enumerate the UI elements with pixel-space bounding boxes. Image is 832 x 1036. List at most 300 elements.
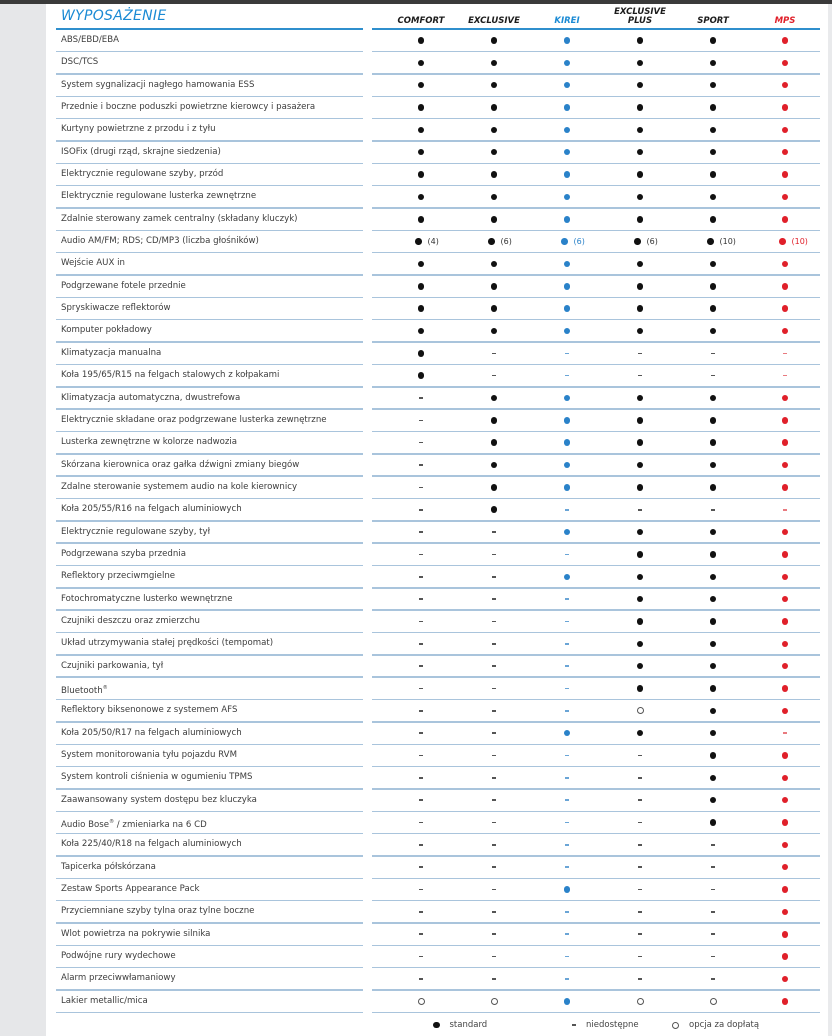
- cell-mps: [755, 834, 815, 855]
- cell-kirei: [561, 231, 621, 252]
- table-row: [46, 186, 828, 208]
- standard-dot-icon: [491, 194, 498, 201]
- feature-label: Tapicerka półskórzana: [61, 861, 156, 872]
- feature-label: Czujniki parkowania, tył: [61, 660, 164, 671]
- cell-exclusive: [464, 834, 524, 855]
- cell-kirei: [537, 857, 597, 878]
- feature-label: ABS/EBD/EBA: [61, 35, 120, 45]
- table-row: [46, 790, 828, 812]
- cell-mps: [755, 924, 815, 945]
- cell-exclusive-plus: [610, 298, 670, 319]
- cell-mps: [779, 231, 832, 252]
- unavailable-dash-icon: [565, 956, 569, 958]
- standard-dot-icon: [418, 194, 425, 201]
- cell-kirei: [537, 388, 597, 409]
- cell-comfort: [391, 901, 451, 922]
- unavailable-dash-icon: [638, 866, 642, 868]
- cell-sport: [683, 968, 743, 989]
- cell-mps: [755, 164, 815, 185]
- cell-exclusive-plus: [610, 700, 670, 721]
- table-row: [46, 119, 828, 141]
- unavailable-dash-icon: [638, 799, 642, 801]
- cell-mps: [755, 566, 815, 587]
- table-row: [46, 745, 828, 767]
- cell-kirei: [537, 879, 597, 900]
- unavailable-dash-icon: [783, 732, 787, 734]
- unavailable-dash-icon: [638, 509, 642, 511]
- cell-sport: [683, 812, 743, 833]
- cell-exclusive-plus: [610, 164, 670, 185]
- table-row: [46, 97, 828, 119]
- cell-exclusive: [464, 30, 524, 51]
- cell-kirei: [537, 812, 597, 833]
- cell-mps: [755, 522, 815, 543]
- standard-dot-icon: [782, 261, 789, 268]
- unavailable-dash-icon: [565, 598, 569, 600]
- table-row: [46, 343, 828, 365]
- cell-kirei: [537, 589, 597, 610]
- standard-dot-icon: [782, 395, 789, 402]
- cell-exclusive-plus: [610, 790, 670, 811]
- cell-mps: [755, 968, 815, 989]
- unavailable-dash-icon: [492, 956, 496, 958]
- feature-label: Alarm przeciwwłamaniowy: [61, 973, 176, 984]
- cell-exclusive-plus: [610, 365, 670, 386]
- unavailable-dash-icon: [492, 643, 496, 645]
- unavailable-dash-icon: [419, 777, 423, 779]
- cell-exclusive-plus: [610, 477, 670, 498]
- standard-dot-icon: [782, 752, 789, 759]
- cell-sport: [707, 231, 767, 252]
- unavailable-dash-icon: [419, 397, 423, 399]
- cell-sport: [683, 455, 743, 476]
- cell-sport: [683, 767, 743, 788]
- cell-sport: [683, 432, 743, 453]
- column-header-label: MPS: [774, 16, 796, 26]
- cell-comfort: [391, 700, 451, 721]
- feature-label: ISOFix (drugi rząd, skrajne siedzenia): [61, 146, 221, 157]
- cell-comfort: [391, 477, 451, 498]
- cell-kirei: [537, 723, 597, 744]
- standard-dot-icon: [782, 708, 789, 715]
- cell-mps: [755, 186, 815, 207]
- standard-dot-icon: [491, 506, 498, 513]
- standard-dot-icon: [710, 685, 717, 692]
- standard-dot-icon: [564, 462, 571, 469]
- cell-sport: [683, 388, 743, 409]
- standard-dot-icon: [782, 998, 789, 1005]
- unavailable-dash-icon: [492, 353, 496, 355]
- unavailable-dash-icon: [783, 509, 787, 511]
- standard-dot-icon: [710, 641, 717, 648]
- unavailable-dash-icon: [492, 911, 496, 913]
- unavailable-dash-icon: [565, 777, 569, 779]
- standard-dot-icon: [564, 37, 571, 44]
- cell-comfort: [391, 365, 451, 386]
- standard-dot-icon: [418, 60, 425, 67]
- table-row: [46, 767, 828, 789]
- standard-dot-icon: [491, 328, 498, 335]
- feature-label: Koła 195/65/R15 na felgach stalowych z kołpakami: [61, 370, 280, 381]
- standard-dot-icon: [637, 529, 644, 536]
- standard-dot-icon: [564, 149, 571, 156]
- standard-dot-icon: [564, 395, 571, 402]
- cell-comfort: [391, 186, 451, 207]
- unavailable-dash-icon: [565, 755, 569, 757]
- standard-dot-icon: [782, 909, 789, 916]
- standard-dot-icon: [637, 194, 644, 201]
- cell-exclusive: [464, 142, 524, 163]
- cell-exclusive-plus: [610, 343, 670, 364]
- standard-dot-icon: [782, 60, 789, 67]
- feature-label: System monitorowania tyłu pojazdu RVM: [61, 750, 237, 760]
- standard-dot-icon: [782, 864, 789, 871]
- cell-mps: [755, 611, 815, 632]
- column-header-label: PLUS: [627, 16, 653, 26]
- standard-dot-icon: [710, 775, 717, 782]
- standard-dot-icon: [637, 618, 644, 625]
- legend-optional-label: opcja za dopłatą: [689, 1020, 760, 1030]
- feature-label: Lakier metallic/mica: [61, 995, 148, 1006]
- standard-dot-icon: [782, 842, 789, 849]
- cell-exclusive: [464, 253, 524, 274]
- cell-sport: [683, 656, 743, 677]
- table-row: [46, 164, 828, 186]
- feature-label: Spryskiwacze reflektorów: [61, 303, 171, 314]
- cell-exclusive: [464, 723, 524, 744]
- standard-dot-icon: [782, 439, 789, 446]
- cell-exclusive-plus: [610, 30, 670, 51]
- feature-label: Kurtyny powietrzne z przodu i z tyłu: [61, 124, 216, 135]
- cell-exclusive: [464, 566, 524, 587]
- cell-exclusive: [464, 97, 524, 118]
- table-row: [46, 432, 828, 454]
- cell-comfort: [391, 410, 451, 431]
- optional-circle-icon: [637, 707, 644, 714]
- cell-kirei: [537, 790, 597, 811]
- cell-exclusive-plus: [610, 253, 670, 274]
- unavailable-dash-icon: [492, 598, 496, 600]
- cell-comfort: [391, 97, 451, 118]
- cell-exclusive: [464, 52, 524, 73]
- standard-dot-icon: [782, 104, 789, 111]
- cell-exclusive: [464, 633, 524, 654]
- feature-label: Koła 205/55/R16 na felgach aluminiowych: [61, 504, 242, 515]
- cell-exclusive-plus: [610, 924, 670, 945]
- standard-dot-icon: [710, 708, 717, 715]
- cell-sport: [683, 678, 743, 699]
- cell-kirei: [537, 343, 597, 364]
- standard-dot-icon: [782, 931, 789, 938]
- feature-label: Fotochromatyczne lusterko wewnętrzne: [61, 593, 233, 604]
- cell-comfort: [391, 611, 451, 632]
- page-right-margin: [828, 4, 832, 1036]
- cell-comfort: [391, 544, 451, 565]
- standard-dot-icon: [564, 439, 571, 446]
- cell-exclusive: [464, 968, 524, 989]
- unavailable-dash-icon: [638, 889, 642, 891]
- cell-exclusive-plus: [610, 678, 670, 699]
- cell-exclusive-plus: [610, 834, 670, 855]
- standard-dot-icon: [491, 171, 498, 178]
- table-row: [46, 499, 828, 521]
- cell-mps: [755, 365, 815, 386]
- cell-exclusive-plus: [610, 901, 670, 922]
- table-row: [46, 231, 828, 253]
- feature-label: Audio AM/FM; RDS; CD/MP3 (liczba głośników): [61, 236, 259, 247]
- cell-sport: [683, 946, 743, 967]
- cell-comfort: [391, 320, 451, 341]
- feature-label: Klimatyzacja automatyczna, dwustrefowa: [61, 392, 241, 403]
- cell-comfort: [391, 767, 451, 788]
- feature-label: Reflektory biksenonowe z systemem AFS: [61, 705, 238, 716]
- unavailable-dash-icon: [419, 978, 423, 980]
- standard-dot-icon: [637, 127, 644, 134]
- cell-comfort: [391, 633, 451, 654]
- cell-mps: [755, 790, 815, 811]
- cell-comfort: [391, 745, 451, 766]
- cell-mps: [755, 209, 815, 230]
- standard-dot-icon: [782, 641, 789, 648]
- column-header-mps: [745, 4, 825, 28]
- column-header-kirei: [527, 4, 607, 28]
- unavailable-dash-icon: [492, 531, 496, 533]
- optional-circle-icon: [672, 1022, 679, 1029]
- cell-mps: [755, 723, 815, 744]
- column-header-label: COMFORT: [397, 16, 445, 26]
- feature-label: Koła 205/50/R17 na felgach aluminiowych: [61, 727, 242, 738]
- cell-sport: [683, 75, 743, 96]
- cell-kirei: [537, 432, 597, 453]
- cell-sport: [683, 991, 743, 1012]
- table-row: [46, 946, 828, 968]
- cell-exclusive: [488, 231, 548, 252]
- cell-exclusive-plus: [634, 231, 694, 252]
- legend-unavailable: [572, 1018, 639, 1032]
- cell-kirei: [537, 253, 597, 274]
- standard-dot-icon: [415, 238, 422, 245]
- cell-mps: [755, 499, 815, 520]
- cell-sport: [683, 544, 743, 565]
- standard-dot-icon: [710, 171, 717, 178]
- table-row: [46, 522, 828, 544]
- standard-dot-icon: [418, 149, 425, 156]
- feature-label: Elektrycznie składane oraz podgrzewane lusterka zewnętrzne: [61, 414, 327, 425]
- unavailable-dash-icon: [638, 844, 642, 846]
- standard-dot-icon: [710, 529, 717, 536]
- cell-mps: [755, 432, 815, 453]
- standard-dot-icon: [710, 395, 717, 402]
- cell-sport: [683, 253, 743, 274]
- cell-exclusive: [464, 924, 524, 945]
- standard-dot-icon: [710, 618, 717, 625]
- feature-label: System kontroli ciśnienia w ogumieniu TPMS: [61, 772, 253, 783]
- standard-dot-icon: [491, 417, 498, 424]
- unavailable-dash-icon: [419, 755, 423, 757]
- cell-mps: [755, 388, 815, 409]
- cell-exclusive: [464, 901, 524, 922]
- cell-exclusive-plus: [610, 209, 670, 230]
- unavailable-dash-icon: [565, 643, 569, 645]
- cell-sport: [683, 410, 743, 431]
- standard-dot-icon: [564, 171, 571, 178]
- cell-exclusive: [464, 991, 524, 1012]
- optional-circle-icon: [418, 998, 425, 1005]
- standard-dot-icon: [491, 37, 498, 44]
- unavailable-dash-icon: [419, 576, 423, 578]
- standard-dot-icon: [491, 484, 498, 491]
- standard-dot-icon: [710, 37, 717, 44]
- unavailable-dash-icon: [419, 643, 423, 645]
- cell-exclusive-plus: [610, 946, 670, 967]
- standard-dot-icon: [637, 60, 644, 67]
- speaker-count: (10): [791, 237, 808, 247]
- cell-exclusive-plus: [610, 499, 670, 520]
- cell-comfort: [391, 924, 451, 945]
- cell-exclusive: [464, 119, 524, 140]
- standard-dot-icon: [564, 886, 571, 893]
- cell-mps: [755, 410, 815, 431]
- cell-exclusive-plus: [610, 119, 670, 140]
- cell-kirei: [537, 276, 597, 297]
- cell-comfort: [391, 388, 451, 409]
- feature-label: Zdalnie sterowany zamek centralny (składany kluczyk): [61, 213, 298, 224]
- cell-exclusive: [464, 320, 524, 341]
- cell-comfort: [391, 812, 451, 833]
- unavailable-dash-icon: [711, 889, 715, 891]
- cell-exclusive-plus: [610, 857, 670, 878]
- cell-sport: [683, 834, 743, 855]
- cell-kirei: [537, 611, 597, 632]
- optional-circle-icon: [491, 998, 498, 1005]
- standard-dot-icon: [491, 149, 498, 156]
- cell-kirei: [537, 455, 597, 476]
- cell-mps: [755, 142, 815, 163]
- table-row: [46, 879, 828, 901]
- cell-exclusive-plus: [610, 566, 670, 587]
- unavailable-dash-icon: [419, 799, 423, 801]
- cell-kirei: [537, 298, 597, 319]
- cell-comfort: [391, 119, 451, 140]
- standard-dot-icon: [710, 596, 717, 603]
- standard-dot-icon: [564, 484, 571, 491]
- unavailable-dash-icon: [711, 844, 715, 846]
- cell-exclusive: [464, 455, 524, 476]
- cell-mps: [755, 30, 815, 51]
- unavailable-dash-icon: [419, 822, 423, 824]
- standard-dot-icon: [433, 1022, 440, 1029]
- cell-exclusive: [464, 544, 524, 565]
- legend-standard: [433, 1018, 487, 1032]
- cell-kirei: [537, 410, 597, 431]
- unavailable-dash-icon: [492, 688, 496, 690]
- table-row: [46, 544, 828, 566]
- cell-exclusive: [464, 209, 524, 230]
- standard-dot-icon: [782, 551, 789, 558]
- feature-label: Elektrycznie regulowane szyby, tył: [61, 526, 211, 537]
- unavailable-dash-icon: [419, 933, 423, 935]
- standard-dot-icon: [564, 328, 571, 335]
- standard-dot-icon: [782, 328, 789, 335]
- standard-dot-icon: [782, 819, 789, 826]
- standard-dot-icon: [710, 216, 717, 223]
- standard-dot-icon: [707, 238, 714, 245]
- standard-dot-icon: [637, 216, 644, 223]
- feature-label: Podgrzewane fotele przednie: [61, 280, 186, 291]
- cell-sport: [683, 365, 743, 386]
- table-row: [46, 857, 828, 879]
- cell-exclusive: [464, 767, 524, 788]
- cell-exclusive: [464, 477, 524, 498]
- cell-mps: [755, 477, 815, 498]
- feature-label: Skórzana kierownica oraz gałka dźwigni zmiany biegów: [61, 459, 300, 470]
- cell-exclusive: [464, 700, 524, 721]
- cell-sport: [683, 879, 743, 900]
- cell-mps: [755, 343, 815, 364]
- table-row: [46, 142, 828, 164]
- standard-dot-icon: [637, 395, 644, 402]
- unavailable-dash-icon: [638, 933, 642, 935]
- cell-kirei: [537, 566, 597, 587]
- standard-dot-icon: [418, 350, 425, 357]
- cell-mps: [755, 700, 815, 721]
- column-header-label: SPORT: [697, 16, 729, 26]
- cell-comfort: [391, 790, 451, 811]
- unavailable-dash-icon: [492, 665, 496, 667]
- cell-exclusive-plus: [610, 723, 670, 744]
- feature-label: Układ utrzymywania stałej prędkości (tempomat): [61, 638, 274, 649]
- unavailable-dash-icon: [419, 531, 423, 533]
- cell-mps: [755, 879, 815, 900]
- cell-comfort: [391, 522, 451, 543]
- unavailable-dash-icon: [638, 956, 642, 958]
- table-row: [46, 388, 828, 410]
- standard-dot-icon: [418, 305, 425, 312]
- standard-dot-icon: [637, 641, 644, 648]
- cell-exclusive-plus: [610, 388, 670, 409]
- cell-comfort: [391, 253, 451, 274]
- speaker-count: (6): [646, 237, 658, 247]
- table-row: [46, 276, 828, 298]
- cell-mps: [755, 767, 815, 788]
- equipment-page: [46, 4, 828, 1036]
- cell-kirei: [537, 209, 597, 230]
- standard-dot-icon: [564, 998, 571, 1005]
- cell-exclusive-plus: [610, 544, 670, 565]
- standard-dot-icon: [418, 104, 425, 111]
- unavailable-dash-icon: [492, 732, 496, 734]
- cell-exclusive: [464, 745, 524, 766]
- cell-mps: [755, 901, 815, 922]
- cell-mps: [755, 589, 815, 610]
- cell-comfort: [391, 75, 451, 96]
- cell-exclusive: [464, 276, 524, 297]
- table-row: [46, 75, 828, 97]
- unavailable-dash-icon: [565, 665, 569, 667]
- cell-comfort: [391, 678, 451, 699]
- standard-dot-icon: [564, 194, 571, 201]
- cell-kirei: [537, 164, 597, 185]
- standard-dot-icon: [564, 216, 571, 223]
- standard-dot-icon: [418, 171, 425, 178]
- table-row: [46, 968, 828, 990]
- cell-exclusive-plus: [610, 767, 670, 788]
- feature-label: Bluetooth®: [61, 684, 108, 696]
- standard-dot-icon: [564, 82, 571, 89]
- cell-sport: [683, 611, 743, 632]
- standard-dot-icon: [710, 328, 717, 335]
- unavailable-dash-icon: [419, 665, 423, 667]
